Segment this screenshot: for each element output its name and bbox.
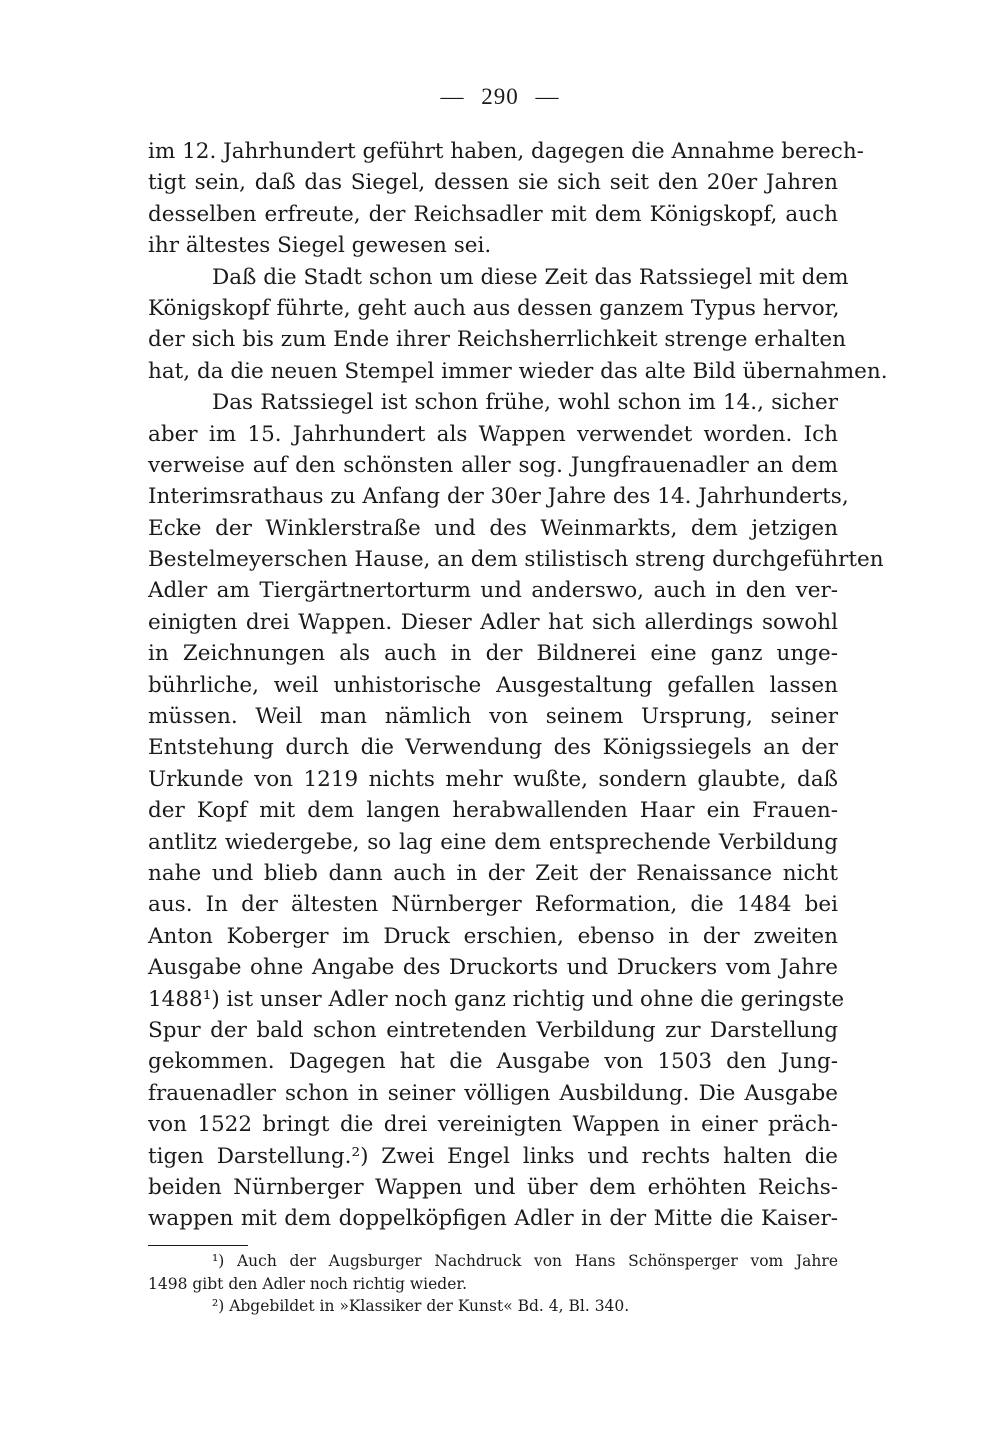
text-line: hat, da die neuen Stempel immer wieder das alte Bild übernahmen.: [148, 358, 888, 384]
footnote-divider: [148, 1245, 248, 1246]
footnote-line: ²) Abgebildet in »Klassiker der Kunst« Bd. 4, Bl. 340.: [212, 1297, 630, 1315]
text-line: im 12. Jahrhundert geführt haben, dagegen die Annahme berech-: [148, 139, 864, 164]
text-line: der sich bis zum Ende ihrer Reichsherrlichkeit strenge erhalten: [148, 327, 847, 353]
text-line: Bestelmeyerschen Hause, an dem stilistisch streng durchgeführten: [148, 547, 884, 573]
footnotes: [148, 1250, 838, 1318]
text-line: Das Ratssiegel ist schon frühe, wohl schon im 14., sicher: [212, 390, 838, 416]
text-line: verweise auf den schönsten aller sog. Jungfrauenadler an dem: [148, 452, 838, 478]
text-line: einigten drei Wappen. Dieser Adler hat sich allerdings sowohl: [148, 609, 838, 635]
text-line: Entstehung durch die Verwendung des Königssiegels an der: [148, 735, 838, 761]
text-line: Ausgabe ohne Angabe des Druckorts und Druckers vom Jahre: [148, 955, 838, 981]
text-line: antlitz wiedergebe, so lag eine dem entsprechende Verbildung: [148, 829, 838, 855]
text-line: nahe und blieb dann auch in der Zeit der Renaissance nicht: [148, 860, 838, 886]
footnote-line: 1498 gibt den Adler noch richtig wieder.: [148, 1274, 468, 1293]
text-line: in Zeichnungen als auch in der Bildnerei eine ganz unge-: [148, 641, 838, 667]
text-line: gekommen. Dagegen hat die Ausgabe von 1503 den Jung-: [148, 1049, 838, 1075]
text-line: Königskopf führte, geht auch aus dessen ganzem Typus hervor,: [148, 295, 840, 321]
body-text: [148, 136, 888, 1235]
page-number: — 290 —: [440, 84, 560, 109]
text-line: tigt sein, daß das Siegel, dessen sie sich seit den 20er Jahren: [148, 170, 838, 196]
text-line: Interimsrathaus zu Anfang der 30er Jahre des 14. Jahrhunderts,: [148, 484, 849, 510]
text-line: 1488¹) ist unser Adler noch ganz richtig und ohne die geringste: [148, 986, 845, 1012]
text-line: aber im 15. Jahrhundert als Wappen verwendet worden. Ich: [148, 421, 838, 447]
text-line: Anton Koberger im Druck erschien, ebenso in der zweiten: [148, 923, 838, 949]
text-line: Adler am Tiergärtnertorturm und anderswo, auch in den ver-: [148, 578, 838, 604]
text-line: wappen mit dem doppelköpfigen Adler in der Mitte die Kaiser-: [148, 1206, 838, 1232]
text-line: bührliche, weil unhistorische Ausgestaltung gefallen lassen: [148, 672, 838, 698]
text-line: Spur der bald schon eintretenden Verbildung zur Darstellung: [148, 1017, 838, 1043]
text-line: von 1522 bringt die drei vereinigten Wappen in einer präch-: [148, 1112, 838, 1138]
text-line: ihr ältestes Siegel gewesen sei.: [148, 233, 492, 259]
footnote-line: ¹) Auch der Augsburger Nachdruck von Hans Schönsperger vom Jahre: [212, 1252, 838, 1270]
text-line: Ecke der Winklerstraße und des Weinmarkts, dem jetzigen: [148, 515, 838, 541]
text-line: Urkunde von 1219 nichts mehr wußte, sondern glaubte, daß: [148, 766, 838, 792]
text-line: frauenadler schon in seiner völligen Ausbildung. Die Ausgabe: [148, 1080, 838, 1106]
text-line: tigen Darstellung.²) Zwei Engel links und rechts halten die: [148, 1143, 838, 1169]
text-line: beiden Nürnberger Wappen und über dem erhöhten Reichs-: [148, 1174, 838, 1200]
text-line: desselben erfreute, der Reichsadler mit dem Königskopf, auch: [148, 201, 838, 227]
text-line: Daß die Stadt schon um diese Zeit das Ratssiegel mit dem: [212, 264, 849, 290]
text-line: der Kopf mit dem langen herabwallenden Haar ein Frauen-: [148, 798, 838, 824]
text-line: müssen. Weil man nämlich von seinem Ursprung, seiner: [148, 704, 838, 730]
text-line: aus. In der ältesten Nürnberger Reformation, die 1484 bei: [148, 892, 838, 918]
